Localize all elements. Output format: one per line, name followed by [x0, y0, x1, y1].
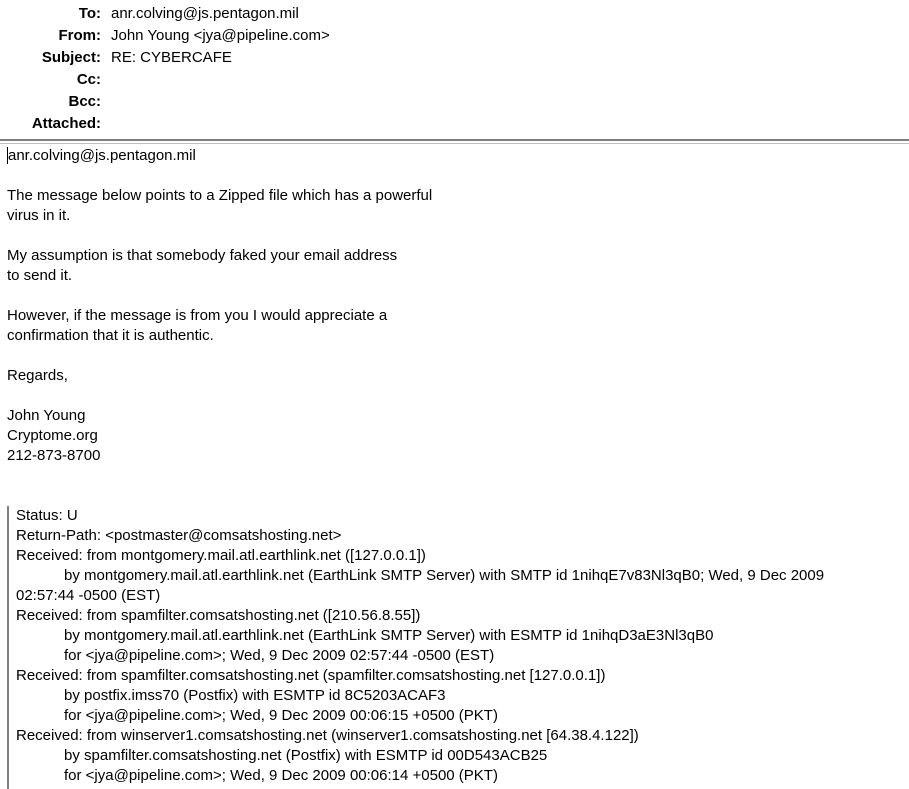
subject-value[interactable]: RE: CYBERCAFE [111, 49, 232, 66]
quoted-line: Received: from spamfilter.comsatshosting.net (spamfilter.comsatshosting.net [127.0.0.1]) [16, 667, 606, 684]
quoted-line: for <jya@pipeline.com>; Wed, 9 Dec 2009 00:06:15 +0500 (PKT) [64, 707, 498, 724]
subject-label: Subject: [41, 49, 101, 66]
quoted-line: by postfix.imss70 (Postfix) with ESMTP id 8C5203ACAF3 [64, 687, 446, 704]
body-line [7, 226, 902, 246]
body-line: However, if the message is from you I would appreciate a [7, 307, 388, 324]
body-line: to send it. [7, 267, 73, 284]
header-divider[interactable] [0, 139, 909, 141]
quoted-line: for <jya@pipeline.com>; Wed, 9 Dec 2009 02:57:44 -0500 (EST) [64, 647, 495, 664]
body-line [7, 346, 902, 366]
quoted-line: Received: from spamfilter.comsatshosting.net ([210.56.8.55]) [16, 607, 421, 624]
quoted-line: for <jya@pipeline.com>; Wed, 9 Dec 2009 00:06:14 +0500 (PKT) [64, 767, 498, 784]
quoted-line: Return-Path: <postmaster@comsatshosting.net> [16, 527, 342, 544]
quoted-line: Received: from winserver1.comsatshosting.net (winserver1.comsatshosting.net [64.38.4.122]) [16, 727, 639, 744]
body-line: Cryptome.org [7, 427, 98, 444]
quoted-line: 02:57:44 -0500 (EST) [16, 587, 161, 604]
quoted-line: by spamfilter.comsatshosting.net (Postfix) with ESMTP id 00D543ACB25 [64, 747, 548, 764]
message-body-editor[interactable] [7, 146, 902, 466]
quoted-line: Received: from montgomery.mail.atl.earthlink.net ([127.0.0.1]) [16, 547, 426, 564]
message-header [0, 0, 909, 140]
quoted-line: by montgomery.mail.atl.earthlink.net (EarthLink SMTP Server) with SMTP id 1nihqE7v83Nl3qB0; Wed, 9 Dec 2009 [64, 567, 825, 584]
quoted-line: Status: U [16, 507, 78, 524]
from-value[interactable]: John Young <jya@pipeline.com> [111, 27, 330, 44]
body-line: John Young [7, 407, 86, 424]
quoted-message-block [7, 506, 909, 789]
body-line: confirmation that it is authentic. [7, 327, 214, 344]
body-line: virus in it. [7, 207, 71, 224]
body-line: 212-873-8700 [7, 447, 101, 464]
body-line [7, 146, 902, 166]
cc-label: Cc: [76, 71, 101, 88]
body-line [7, 386, 902, 406]
from-label: From: [58, 27, 101, 44]
bcc-label: Bcc: [68, 93, 101, 110]
body-line [7, 286, 902, 306]
body-line-text: anr.colving@js.pentagon.mil [8, 147, 196, 164]
to-value[interactable]: anr.colving@js.pentagon.mil [111, 5, 299, 22]
body-line: Regards, [7, 367, 68, 384]
attached-label: Attached: [31, 115, 101, 132]
body-line: My assumption is that somebody faked your email address [7, 247, 398, 264]
body-line [7, 166, 902, 186]
to-label: To: [78, 5, 101, 22]
quoted-line: by montgomery.mail.atl.earthlink.net (EarthLink SMTP Server) with ESMTP id 1nihqD3aE3Nl3qB0 [64, 627, 714, 644]
body-line: The message below points to a Zipped file which has a powerful [7, 187, 433, 204]
header-divider-shadow [0, 143, 909, 144]
